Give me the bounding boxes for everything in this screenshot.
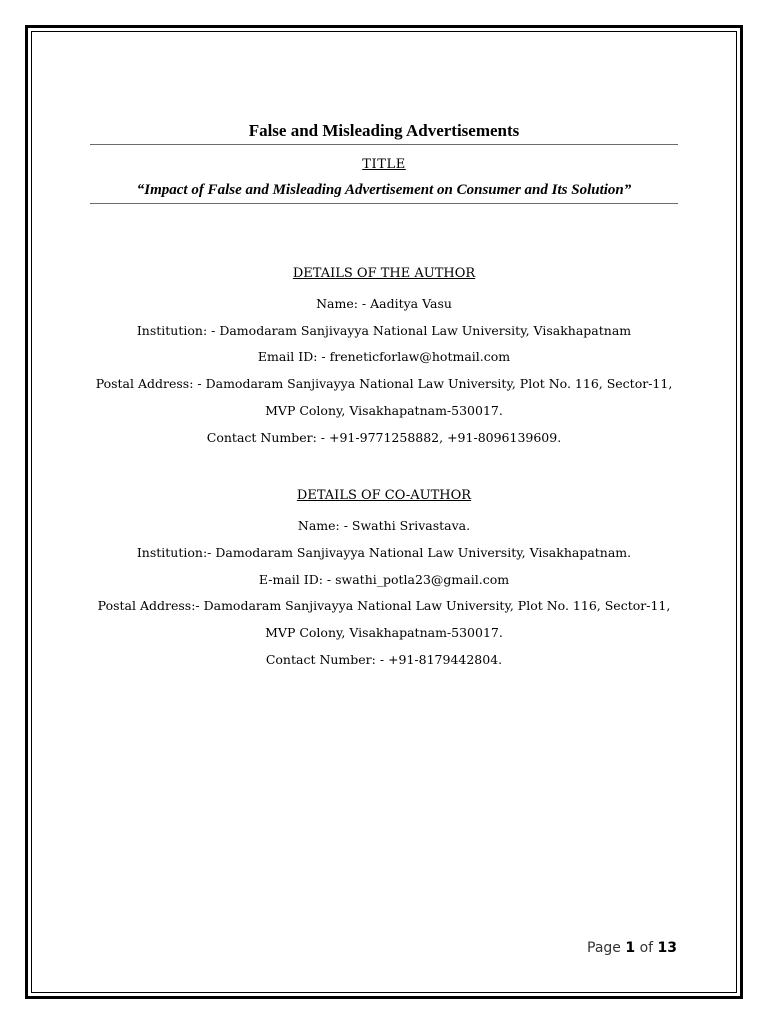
author-email: Email ID: - freneticforlaw@hotmail.com bbox=[257, 349, 511, 365]
page-label: Page bbox=[587, 940, 621, 956]
coauthor-institution: Institution:- Damodaram Sanjivayya National Law University, Visakhapatnam. bbox=[136, 544, 632, 560]
author-postal-address-cont: MVP Colony, Visakhapatnam-530017. bbox=[265, 402, 503, 418]
title-label: TITLE bbox=[362, 157, 406, 172]
document-heading: False and Misleading Advertisements bbox=[248, 121, 520, 140]
coauthor-postal-address: Postal Address:- Damodaram Sanjivayya National Law University, Plot No. 116, Sector-11, bbox=[97, 598, 671, 614]
title-rule bbox=[90, 203, 678, 204]
page-current: 1 bbox=[625, 940, 636, 956]
author-postal-address: Postal Address: - Damodaram Sanjivayya National Law University, Plot No. 116, Sector-11, bbox=[95, 376, 673, 392]
author-contact: Contact Number: - +91-9771258882, +91-8096139609. bbox=[206, 429, 562, 445]
author-section bbox=[90, 265, 678, 451]
coauthor-postal-address-cont: MVP Colony, Visakhapatnam-530017. bbox=[265, 625, 503, 641]
coauthor-email: E-mail ID: - swathi_potla23@gmail.com bbox=[258, 571, 510, 587]
coauthor-section-heading: DETAILS OF CO-AUTHOR bbox=[296, 488, 472, 504]
coauthor-contact: Contact Number: - +91-8179442804. bbox=[265, 651, 503, 667]
coauthor-name: Name: - Swathi Srivastava. bbox=[297, 518, 471, 534]
coauthor-section bbox=[90, 487, 678, 673]
document-body bbox=[90, 118, 678, 673]
page-total: 13 bbox=[657, 940, 677, 956]
author-section-heading: DETAILS OF THE AUTHOR bbox=[292, 266, 476, 281]
paper-title: “Impact of False and Misleading Advertisement on Consumer and Its Solution” bbox=[136, 182, 632, 198]
of-label: of bbox=[639, 940, 654, 956]
author-institution: Institution: - Damodaram Sanjivayya National Law University, Visakhapatnam bbox=[136, 322, 632, 338]
heading-rule bbox=[90, 144, 678, 145]
page-number bbox=[587, 940, 677, 956]
author-name: Name: - Aaditya Vasu bbox=[316, 296, 452, 311]
